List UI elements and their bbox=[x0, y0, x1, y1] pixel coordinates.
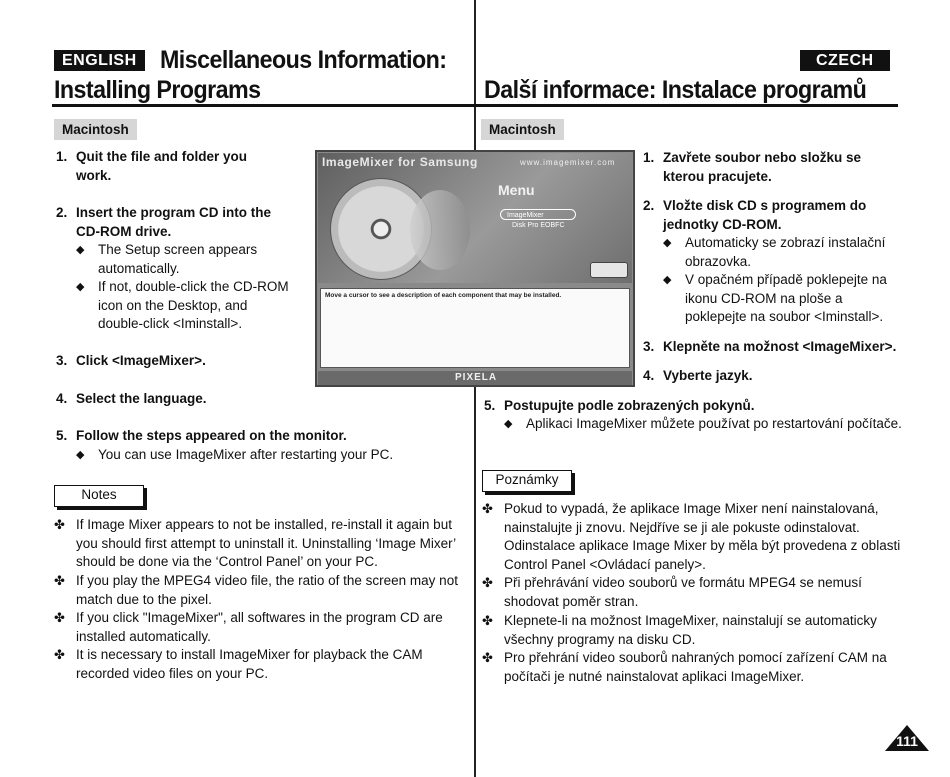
note-mark-icon: ✤ bbox=[482, 501, 493, 516]
step-text: Vyberte jazyk. bbox=[663, 368, 753, 383]
english-note-3 bbox=[54, 609, 464, 646]
english-title-line1: Miscellaneous Information: bbox=[160, 46, 447, 74]
czech-step-1 bbox=[643, 149, 903, 186]
screenshot-menu-item-2: Disk Pro EOBFC bbox=[512, 222, 565, 229]
czech-step-4 bbox=[643, 367, 903, 386]
czech-note-2 bbox=[482, 574, 902, 611]
czech-section-tag: Macintosh bbox=[481, 119, 564, 140]
step-text: Zavřete soubor nebo složku se bbox=[663, 150, 862, 165]
screenshot-url: www.imagemixer.com bbox=[520, 158, 616, 167]
sub-text: You can use ImageMixer after restarting your PC. bbox=[98, 447, 394, 462]
czech-title: Další informace: Instalace programů bbox=[484, 76, 867, 104]
diamond-bullet-icon: ◆ bbox=[504, 418, 513, 430]
page-number: 111 bbox=[896, 733, 918, 749]
step-number: 3. bbox=[643, 339, 655, 354]
czech-step-5 bbox=[484, 397, 904, 416]
note-text: you should first attempt to uninstall it. Uninstalling ‘Image Mixer’ bbox=[76, 535, 457, 551]
note-text: Pro přehrání video souborů nahraných pomocí zařízení CAM na bbox=[504, 650, 887, 665]
step-number: 2. bbox=[56, 205, 68, 220]
step-number: 5. bbox=[56, 428, 68, 443]
english-step-4 bbox=[56, 390, 306, 409]
step-number: 1. bbox=[56, 149, 68, 164]
step-number: 4. bbox=[643, 368, 655, 383]
english-step-2-sub-2 bbox=[76, 278, 306, 334]
sub-text: poklepejte na soubor <Iminstall>. bbox=[685, 309, 884, 324]
step-text: jednotky CD-ROM. bbox=[663, 216, 782, 232]
note-text: should be done via the ‘Control Panel’ on your PC. bbox=[76, 554, 378, 569]
sub-text: The Setup screen appears bbox=[98, 242, 258, 257]
note-text: Při přehrávání video souborů ve formátu MPEG4 se nemusí bbox=[504, 575, 862, 590]
cd-disc-shadow-icon bbox=[410, 190, 470, 270]
sub-text: automatically. bbox=[98, 260, 180, 276]
sub-text: double-click <Iminstall>. bbox=[98, 316, 243, 331]
note-mark-icon: ✤ bbox=[482, 650, 493, 665]
czech-step-2-sub-2 bbox=[663, 271, 903, 327]
czech-badge: CZECH bbox=[800, 50, 890, 71]
diamond-bullet-icon: ◆ bbox=[76, 281, 85, 293]
note-text: Control Panel <Ovládací panely>. bbox=[504, 556, 706, 572]
pixela-logo: PIXELA bbox=[455, 372, 498, 383]
english-step-5 bbox=[56, 427, 456, 446]
sub-text: ikonu CD-ROM na ploše a bbox=[685, 290, 843, 306]
step-text: work. bbox=[76, 167, 112, 183]
screenshot-description: Move a cursor to see a description of each component that may be installed. bbox=[325, 292, 562, 299]
note-text: Odinstalace aplikace Image Mixer by měla být provedena z oblasti bbox=[504, 538, 901, 553]
step-text: Quit the file and folder you bbox=[76, 149, 248, 164]
step-number: 4. bbox=[56, 391, 68, 406]
note-mark-icon: ✤ bbox=[482, 575, 493, 590]
diamond-bullet-icon: ◆ bbox=[663, 237, 672, 249]
czech-note-4 bbox=[482, 649, 902, 686]
note-mark-icon: ✤ bbox=[54, 573, 65, 588]
note-text: nainstalujte ji znovu. Nejdříve se ji ale pokuste odinstalovat. bbox=[504, 519, 860, 535]
english-title-line2: Installing Programs bbox=[54, 76, 261, 104]
czech-step-5-sub-1 bbox=[504, 415, 924, 434]
sub-text: obrazovka. bbox=[685, 253, 752, 269]
english-note-1 bbox=[54, 516, 464, 572]
sub-text: icon on the Desktop, and bbox=[98, 297, 248, 313]
note-text: Pokud to vypadá, že aplikace Image Mixer není nainstalovaná, bbox=[504, 501, 879, 516]
step-number: 1. bbox=[643, 150, 655, 165]
note-text: počítači je nutné nainstalovat aplikaci ImageMixer. bbox=[504, 668, 805, 684]
note-text: It is necessary to install ImageMixer for playback the CAM bbox=[76, 647, 423, 662]
note-text: match due to the pixel. bbox=[76, 591, 212, 607]
screenshot-button bbox=[590, 262, 628, 278]
sub-text: Automaticky se zobrazí instalační bbox=[685, 235, 886, 250]
english-note-4 bbox=[54, 646, 464, 683]
step-text: CD-ROM drive. bbox=[76, 223, 172, 239]
note-text: installed automatically. bbox=[76, 628, 211, 644]
step-number: 3. bbox=[56, 353, 68, 368]
english-step-3 bbox=[56, 352, 306, 371]
step-text: Klepněte na možnost <ImageMixer>. bbox=[663, 339, 897, 354]
step-text: Postupujte podle zobrazených pokynů. bbox=[504, 398, 755, 413]
sub-text: V opačném případě poklepejte na bbox=[685, 272, 887, 287]
step-text: kterou pracujete. bbox=[663, 168, 772, 184]
note-text: shodovat poměr stran. bbox=[504, 593, 639, 609]
english-badge: ENGLISH bbox=[54, 50, 145, 71]
sub-text: If not, double-click the CD-ROM bbox=[98, 279, 289, 294]
english-step-2 bbox=[56, 204, 306, 241]
english-note-2 bbox=[54, 572, 464, 609]
english-step-2-sub-1 bbox=[76, 241, 306, 278]
center-divider bbox=[474, 0, 476, 777]
czech-step-2-sub-1 bbox=[663, 234, 903, 271]
note-mark-icon: ✤ bbox=[54, 610, 65, 625]
english-step-5-sub-1 bbox=[76, 446, 466, 465]
diamond-bullet-icon: ◆ bbox=[76, 244, 85, 256]
step-text: Select the language. bbox=[76, 391, 207, 406]
note-text: If Image Mixer appears to not be installed, re-install it again but bbox=[76, 517, 452, 532]
step-text: Click <ImageMixer>. bbox=[76, 353, 206, 368]
note-mark-icon: ✤ bbox=[54, 647, 65, 662]
english-notes-label: Notes bbox=[54, 485, 144, 507]
screenshot-menu-title: Menu bbox=[498, 182, 535, 198]
screenshot-menu-item: ImageMixer bbox=[500, 209, 576, 220]
screenshot-description-panel bbox=[320, 288, 630, 368]
czech-note-3 bbox=[482, 612, 902, 649]
diamond-bullet-icon: ◆ bbox=[76, 449, 85, 461]
czech-note-1 bbox=[482, 500, 902, 574]
screenshot-title: ImageMixer for Samsung bbox=[322, 155, 478, 169]
step-text: Vložte disk CD s programem do bbox=[663, 198, 867, 213]
english-section-tag: Macintosh bbox=[54, 119, 137, 140]
step-text: Follow the steps appeared on the monitor. bbox=[76, 428, 347, 443]
english-step-1 bbox=[56, 148, 306, 185]
note-text: If you play the MPEG4 video file, the ratio of the screen may not bbox=[76, 573, 458, 588]
step-text: Insert the program CD into the bbox=[76, 205, 272, 220]
sub-text: Aplikaci ImageMixer můžete používat po restartování počítače. bbox=[526, 416, 902, 431]
note-text: recorded video files on your PC. bbox=[76, 665, 269, 681]
czech-notes-label: Poznámky bbox=[482, 470, 572, 492]
czech-step-2 bbox=[643, 197, 903, 234]
note-text: Klepnete-li na možnost ImageMixer, nainstalují se automaticky bbox=[504, 613, 877, 628]
diamond-bullet-icon: ◆ bbox=[663, 274, 672, 286]
step-number: 2. bbox=[643, 198, 655, 213]
note-mark-icon: ✤ bbox=[482, 613, 493, 628]
step-number: 5. bbox=[484, 398, 496, 413]
note-text: If you click "ImageMixer", all softwares in the program CD are bbox=[76, 610, 443, 625]
note-text: všechny programy na disku CD. bbox=[504, 631, 696, 647]
czech-step-3 bbox=[643, 338, 913, 357]
note-mark-icon: ✤ bbox=[54, 517, 65, 532]
